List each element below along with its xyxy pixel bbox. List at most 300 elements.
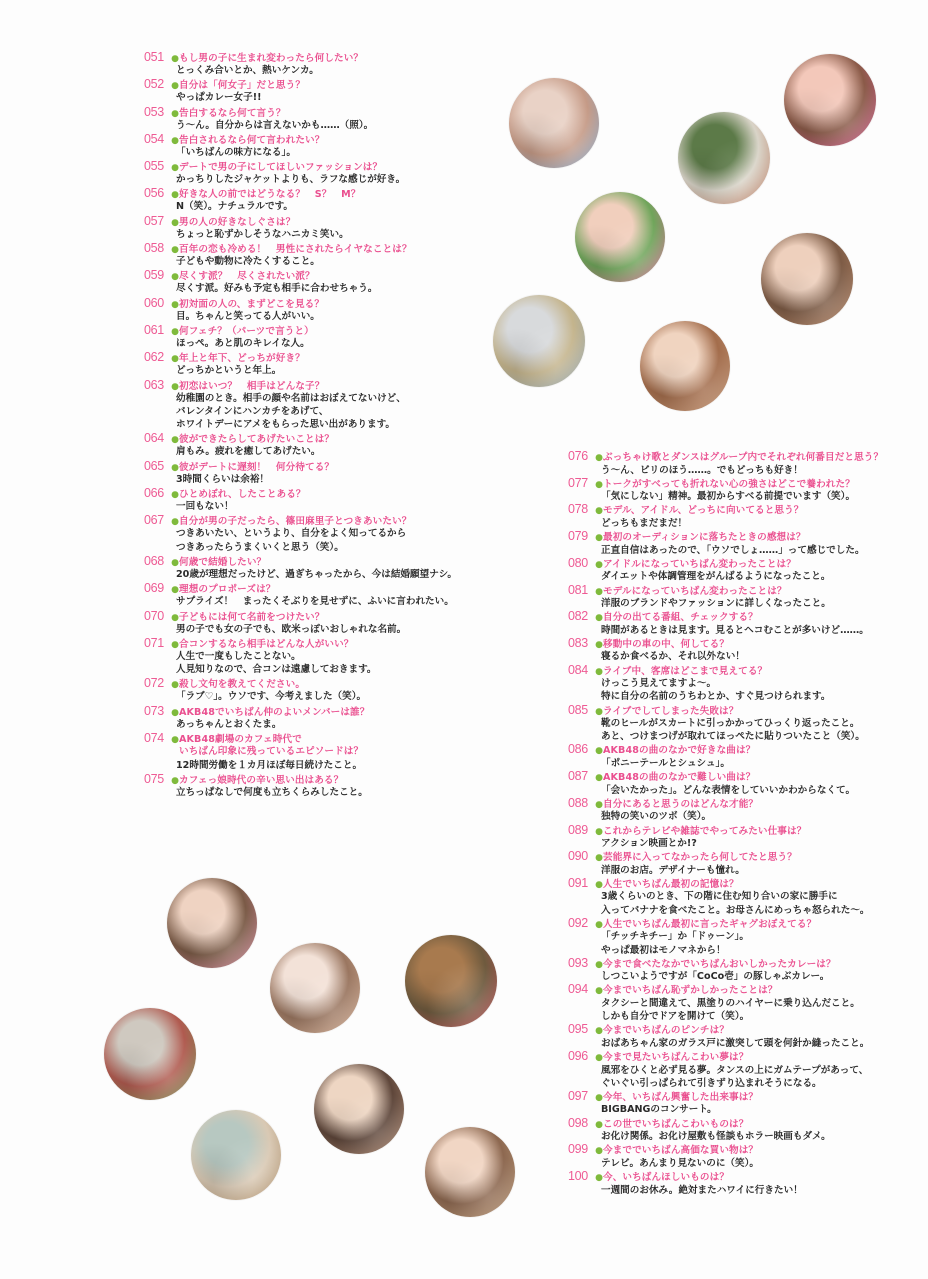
question-number: 099 (568, 1142, 588, 1157)
question-text: ひとめぼれ、したことある？ (179, 489, 306, 501)
qa-item (144, 513, 584, 554)
question-text: デートで男の子にしてほしいファッションは？ (179, 162, 383, 174)
question-number: 066 (144, 486, 164, 501)
question-number: 064 (144, 431, 164, 446)
bullet-dot-icon: ● (171, 639, 179, 650)
question-text: 自分は「何女子」だと思う？ (179, 80, 306, 92)
qa-item (144, 581, 584, 608)
question-number: 060 (144, 295, 164, 310)
answer-text: 特に自分の名前のうちわとか、すぐ見つけられます。 (601, 691, 831, 703)
question-text: 今までいちばんのピンチは？ (603, 1025, 730, 1037)
qa-item (144, 731, 584, 772)
qa-item (568, 957, 908, 984)
question-number: 051 (144, 50, 164, 64)
qa-item (144, 50, 584, 77)
qa-item (568, 557, 908, 584)
question-text: ぶっちゃけ歌とダンスはグループ内でそれぞれ何番目だと思う？ (603, 452, 884, 463)
question-line (144, 459, 584, 473)
answer-text: しつこいようですが「CoCo壱」の豚しゃぶカレー。 (601, 971, 830, 983)
bullet-dot-icon: ● (595, 586, 603, 597)
question-text: 今までいちばん恥ずかしかったことは？ (603, 985, 778, 997)
qa-item (568, 610, 908, 637)
question-text: 今年、いちばん興奮した出来事は？ (603, 1091, 759, 1103)
bullet-dot-icon: ● (595, 1053, 603, 1064)
answer-text: 「ラブ♡」。ウソです、今考えました（笑）。 (176, 691, 367, 703)
bullet-dot-icon: ● (595, 666, 603, 677)
question-line (568, 530, 908, 544)
bullet-dot-icon: ● (171, 108, 179, 119)
answer-text: 洋服のブランドやファッションに詳しくなったこと。 (601, 598, 831, 610)
question-text: 人生でいちばん最初の記憶は？ (603, 878, 739, 890)
answer-text: 寝るか食べるか、それ以外ない！ (601, 651, 745, 663)
bullet-dot-icon: ● (595, 826, 603, 837)
bullet-dot-icon: ● (171, 462, 179, 473)
qa-item (144, 459, 584, 486)
answer-text: おばあちゃん家のガラス戸に激突して頭を何針か縫ったこと。 (601, 1037, 870, 1049)
question-line (568, 1117, 908, 1131)
answer-text: やっぱカレー女子!! (176, 92, 262, 104)
qa-item (568, 704, 908, 744)
question-text: 今まででいちばん高価な買い物は？ (603, 1145, 759, 1157)
qa-item (144, 431, 584, 458)
photo-smiling-close-up (425, 1127, 515, 1217)
qa-item (144, 676, 584, 703)
question-line (568, 917, 908, 931)
question-line (568, 770, 908, 784)
qa-item (568, 877, 908, 917)
photo-pink-star-eye (784, 54, 876, 146)
answer-text: 洋服のお店。デザイナーも憧れ。 (601, 864, 745, 876)
bullet-dot-icon: ● (171, 354, 179, 365)
question-number: 089 (568, 822, 588, 837)
question-number: 073 (144, 703, 164, 718)
answer-text: BIGBANGのコンサート。 (601, 1104, 717, 1116)
answer-text: あと、つけまつげが取れてほっぺたに貼りついたこと（笑）。 (601, 731, 865, 743)
question-text: 理想のプロポーズは？ (179, 584, 276, 596)
photo-car-window (678, 112, 770, 204)
question-text: ライブ中、客席はどこまで見えてる？ (603, 665, 768, 677)
bullet-dot-icon: ● (171, 776, 179, 787)
bullet-dot-icon: ● (595, 559, 603, 570)
question-text: アイドルになっていちばん変わったことは？ (603, 558, 796, 570)
bullet-dot-icon: ● (595, 639, 603, 650)
bullet-dot-icon: ● (595, 986, 603, 997)
answer-text: う～ん、ビリのほう……。でもどっちも好き！ (601, 464, 803, 476)
question-line (144, 676, 584, 690)
answer-text: しかも自分でドアを開けて（笑）。 (601, 1011, 750, 1023)
question-number: 071 (144, 635, 164, 650)
answer-text: とっくみ合いとか、熱いケンカ。 (176, 65, 319, 76)
question-text: AKB48でいちばん仲のよいメンバーは誰？ (179, 706, 370, 718)
question-text: 芸能界に入ってなかったら何してたと思う？ (603, 852, 797, 864)
qa-item (144, 609, 584, 636)
photo-pout-face (640, 321, 730, 411)
bullet-dot-icon: ● (595, 1092, 603, 1103)
question-number: 086 (568, 742, 588, 757)
question-number: 092 (568, 915, 588, 930)
question-number: 061 (144, 322, 164, 337)
question-text: 自分にあると思うのはどんな才能？ (603, 798, 759, 810)
answer-text: 独特の笑いのツボ（笑）。 (601, 811, 712, 823)
qa-item (568, 450, 908, 477)
question-text: カフェっ娘時代の辛い思い出はある？ (179, 775, 344, 787)
question-line (568, 1090, 908, 1104)
question-text: 移動中の車の中、何してる？ (603, 638, 730, 650)
bullet-dot-icon: ● (171, 490, 179, 501)
question-number: 094 (568, 982, 588, 997)
answer-text: ちょっと恥ずかしそうなハニカミ笑い。 (176, 228, 349, 240)
question-line (144, 772, 584, 786)
question-number: 077 (568, 475, 588, 490)
question-text: 年上と年下、どっちが好き？ (179, 353, 305, 365)
question-line (144, 214, 584, 228)
answer-text: タクシーと間違えて、黒塗りのハイヤーに乗り込んだこと。 (601, 997, 860, 1009)
question-line (568, 450, 908, 464)
answer-text: やっぱ最初はモノマネから！ (601, 944, 726, 956)
question-number: 070 (144, 608, 164, 623)
question-text: モデル、アイドル、どっちに向いてると思う？ (603, 505, 804, 517)
bullet-dot-icon: ● (171, 217, 179, 228)
question-line (568, 557, 908, 571)
question-number: 080 (568, 555, 588, 570)
answer-text: 正直自信はあったので、「ウソでしょ……」って感じでした。 (601, 544, 865, 556)
bullet-dot-icon: ● (595, 1119, 603, 1130)
question-text: 彼がデートに遅刻！ 何分待てる？ (179, 461, 335, 473)
bullet-dot-icon: ● (595, 706, 603, 717)
question-text: ライブでしてしまった失敗は？ (603, 705, 739, 717)
question-line (568, 850, 908, 864)
question-line (144, 513, 584, 527)
answer-text: ぐいぐい引っぱられて引きずり込まれそうになる。 (601, 1077, 822, 1089)
answer-text: 一週間のお休み。絶対またハワイに行きたい！ (601, 1184, 803, 1196)
question-line (568, 983, 908, 997)
bullet-dot-icon: ● (595, 533, 603, 544)
bullet-dot-icon: ● (595, 1026, 603, 1037)
answer-text: アクション映画とか!? (601, 838, 697, 850)
question-line (144, 486, 584, 500)
bullet-dot-icon: ● (595, 506, 603, 517)
answer-text: 風邪をひくと必ず見る夢。タンスの上にガムテープがあって、 (601, 1064, 869, 1076)
question-text: AKB48劇場のカフェ時代で (179, 734, 302, 746)
question-number: 085 (568, 702, 588, 717)
question-line (568, 1170, 908, 1184)
question-text: モデルになっていちばん変わったことは？ (603, 585, 787, 597)
bullet-dot-icon: ● (595, 853, 603, 864)
question-line (144, 186, 584, 200)
photo-doorway-lean (191, 1110, 281, 1200)
question-text: 今まで食べたなかでいちばんおいしかったカレーは？ (603, 958, 836, 970)
answer-text: つきあいたい、というより、自分をよく知ってるから (176, 528, 407, 540)
answer-text: 20歳が理想だったけど、過ぎちゃったから、今は結婚願望ナシ。 (176, 568, 458, 580)
question-text: 殺し文句を教えてください。 (179, 679, 306, 691)
qa-item (568, 1117, 908, 1144)
question-text: 合コンするなら相手はどんな人がいい？ (179, 638, 354, 650)
question-number: 078 (568, 502, 588, 517)
bullet-dot-icon: ● (595, 1146, 603, 1157)
bullet-dot-icon: ● (171, 245, 179, 256)
photo-supermarket-aisle (493, 295, 585, 387)
qa-item (568, 637, 908, 664)
qa-column-right (568, 450, 908, 1197)
question-text: 何フェチ？（パーツで言うと） (179, 325, 314, 337)
qa-item (144, 186, 584, 213)
answer-text: 人見知りなので、合コンは遠慮しておきます。 (176, 664, 377, 676)
bullet-dot-icon: ● (595, 1173, 603, 1184)
question-line (568, 477, 908, 491)
qa-item (568, 1170, 908, 1197)
answer-text: 幼稚園のとき。相手の顔や名前はおぼえてないけど、 (176, 392, 406, 404)
bullet-dot-icon: ● (171, 190, 179, 201)
bullet-dot-icon: ● (595, 453, 603, 463)
question-number: 083 (568, 635, 588, 650)
answer-text: N（笑）。ナチュラルです。 (176, 201, 294, 213)
question-number: 079 (568, 529, 588, 544)
question-line (144, 554, 584, 568)
question-text: この世でいちばんこわいものは？ (603, 1118, 749, 1130)
answer-text: サプライズ！ まったくそぶりを見せずに、ふいに言われたい。 (176, 596, 454, 608)
question-number: 053 (144, 104, 164, 119)
question-number: 072 (144, 676, 164, 691)
question-text: これからテレビや雑誌でやってみたい仕事は？ (603, 825, 807, 837)
answer-text: 12時間労働を１カ月ほぼ毎日続けたこと。 (176, 760, 363, 772)
question-number: 057 (144, 213, 164, 228)
question-line-continued (144, 745, 584, 759)
answer-text: ほっぺ。あと肌のキレイな人。 (176, 337, 310, 349)
bullet-dot-icon: ● (595, 479, 603, 490)
question-text: 自分の出てる番組、チェックする？ (603, 612, 758, 624)
question-line (568, 877, 908, 891)
qa-item (144, 214, 584, 241)
question-number: 054 (144, 131, 164, 146)
question-line (568, 743, 908, 757)
qa-item (568, 983, 908, 1023)
answer-text: 「チッチキチー」か「ドゥーン」。 (601, 931, 749, 943)
qa-item (144, 704, 584, 731)
question-line (568, 797, 908, 811)
question-line (568, 1050, 908, 1064)
answer-text: お化け関係。お化け屋敷も怪談もホラー映画もダメ。 (601, 1131, 831, 1143)
question-number: 095 (568, 1022, 588, 1037)
qa-item (568, 850, 908, 877)
qa-item (568, 770, 908, 797)
bullet-dot-icon: ● (171, 299, 179, 310)
bullet-dot-icon: ● (595, 879, 603, 890)
question-line (568, 1143, 908, 1157)
qa-item (568, 743, 908, 770)
bullet-dot-icon: ● (171, 163, 179, 174)
question-line (144, 609, 584, 623)
question-number: 056 (144, 186, 164, 201)
question-text: 子どもには何て名前をつけたい？ (179, 611, 325, 623)
question-line (568, 1023, 908, 1037)
question-line (568, 824, 908, 838)
question-text: 初恋はいつ？ 相手はどんな子？ (179, 380, 325, 392)
question-text: 彼ができたらしてあげたいことは？ (179, 434, 335, 446)
bullet-dot-icon: ● (595, 613, 603, 624)
answer-text: 目。ちゃんと笑ってる人がいい。 (176, 310, 320, 322)
question-number: 069 (144, 581, 164, 596)
answer-text: 時間があるときは見ます。見るとヘコむことが多いけど……。 (601, 624, 869, 636)
bullet-dot-icon: ● (171, 435, 179, 446)
qa-item (568, 584, 908, 611)
question-number: 087 (568, 769, 588, 784)
photo-flower-lei (575, 192, 665, 282)
question-text: もし男の子に生まれ変わったら何したい？ (179, 53, 364, 64)
question-number: 058 (144, 241, 164, 256)
bullet-dot-icon: ● (595, 799, 603, 810)
question-number: 059 (144, 268, 164, 283)
bullet-dot-icon: ● (171, 54, 179, 64)
answer-text: あっちゃんとおくたま。 (176, 718, 282, 730)
question-text: 男の人の好きなしぐさは？ (179, 216, 296, 228)
answer-text: どっちかというと年上。 (176, 365, 282, 377)
answer-text: 3歳くらいのとき、下の階に住む知り合いの家に勝手に (601, 891, 838, 903)
question-line (144, 50, 584, 64)
answer-text: ダイエットや体調管理をがんばるようになったこと。 (601, 571, 831, 583)
answer-text: けっこう見えてますよ～。 (601, 678, 717, 690)
answer-text: 入ってバナナを食べたこと。お母さんにめっちゃ怒られた～。 (601, 904, 870, 916)
question-number: 100 (568, 1169, 588, 1184)
photo-hat-portrait (314, 1064, 404, 1154)
question-number: 082 (568, 609, 588, 624)
answer-text: 3時間くらいは余裕！ (176, 473, 270, 485)
question-number: 075 (144, 772, 164, 787)
photo-beach-close-up (509, 78, 599, 168)
question-line (144, 581, 584, 595)
bullet-dot-icon: ● (171, 557, 179, 568)
bullet-dot-icon: ● (171, 707, 179, 718)
question-number: 097 (568, 1088, 588, 1103)
question-line (144, 268, 584, 282)
bullet-dot-icon: ● (171, 680, 179, 691)
photo-tongue-out (761, 233, 853, 325)
question-number: 055 (144, 159, 164, 174)
question-line (568, 584, 908, 598)
qa-item (568, 530, 908, 557)
qa-item (568, 1090, 908, 1117)
photo-swimsuit-pose (167, 878, 257, 968)
question-number: 062 (144, 350, 164, 365)
question-number: 052 (144, 77, 164, 92)
question-line (568, 704, 908, 718)
question-line (568, 637, 908, 651)
qa-item (568, 824, 908, 851)
question-number: 065 (144, 458, 164, 473)
answer-text: ホワイトデーにアメをもらった思い出があります。 (176, 419, 396, 431)
qa-item (144, 268, 584, 295)
photo-hammock (405, 935, 497, 1027)
bullet-dot-icon: ● (595, 959, 603, 970)
answer-text: 靴のヒールがスカートに引っかかってひっくり返ったこと。 (601, 718, 860, 730)
bullet-dot-icon: ● (595, 773, 603, 784)
qa-item (568, 1143, 908, 1170)
question-number: 096 (568, 1049, 588, 1064)
question-text: 何歳で結婚したい？ (179, 556, 267, 568)
answer-text: 「会いたかった」。どんな表情をしていいかわからなくて。 (601, 784, 856, 796)
answer-text: 立ちっぱなしで何度も立ちくらみしたこと。 (176, 787, 368, 799)
answer-text: 「いちばんの味方になる」。 (176, 146, 296, 158)
question-number: 090 (568, 849, 588, 864)
question-number: 098 (568, 1115, 588, 1130)
question-number: 081 (568, 582, 588, 597)
question-text: AKB48の曲のなかで難しい曲は？ (603, 772, 756, 784)
answer-text: 「気にしない」精神。最初からすべる前提でいます（笑）。 (601, 491, 856, 503)
question-text: トークがすべっても折れない心の強さはどこで養われた？ (603, 478, 855, 490)
question-line (144, 241, 584, 255)
bullet-dot-icon: ● (171, 135, 179, 146)
question-number: 088 (568, 795, 588, 810)
answer-text: つきあったらうまくいくと思う（笑）。 (176, 541, 344, 553)
question-text: AKB48の曲のなかで好きな曲は？ (603, 745, 756, 757)
question-line (568, 503, 908, 517)
question-number: 084 (568, 662, 588, 677)
question-text: 告白するなら何て言う？ (179, 107, 286, 119)
question-text: 人生でいちばん最初に言ったギャグおぼえてる？ (603, 918, 817, 930)
bullet-dot-icon: ● (171, 81, 179, 92)
answer-text: テレビ。あんまり見ないのに（笑）。 (601, 1157, 760, 1169)
bullet-dot-icon: ● (171, 612, 179, 623)
question-number: 093 (568, 955, 588, 970)
qa-item (568, 1023, 908, 1050)
question-text: 今まで見たいちばんこわい夢は？ (603, 1052, 749, 1064)
bullet-dot-icon: ● (171, 326, 179, 337)
question-text: 好きな人の前ではどうなる？ S？ M？ (179, 189, 361, 201)
question-number: 067 (144, 513, 164, 528)
answer-text: どっちもまだまだ！ (601, 517, 688, 529)
answer-text: 男の子でも女の子でも、欧米っぽいおしゃれな名前。 (176, 623, 407, 635)
bullet-dot-icon: ● (171, 381, 179, 392)
bullet-dot-icon: ● (171, 272, 179, 283)
answer-text: かっちりしたジャケットよりも、ラフな感じが好き。 (176, 174, 406, 186)
question-number: 076 (568, 449, 588, 463)
question-line (144, 636, 584, 650)
photo-shopping-cart (104, 1008, 196, 1100)
question-text: 告白されるなら何て言われたい？ (179, 134, 325, 146)
question-text: 百年の恋も冷める！ 男性にされたらイヤなことは？ (179, 244, 412, 256)
question-line (568, 957, 908, 971)
qa-item (144, 241, 584, 268)
qa-item (144, 636, 584, 677)
question-line (144, 704, 584, 718)
qa-item (144, 486, 584, 513)
qa-item (144, 554, 584, 581)
question-line (568, 664, 908, 678)
question-number: 074 (144, 731, 164, 746)
qa-item (568, 503, 908, 530)
answer-text: 人生で一度もしたことない。 (176, 650, 301, 662)
bullet-dot-icon: ● (171, 585, 179, 596)
question-number: 068 (144, 553, 164, 568)
answer-text: う～ん。自分からは言えないかも……（照）。 (176, 119, 374, 131)
qa-item (568, 797, 908, 824)
photo-hands-on-cheeks (270, 943, 360, 1033)
question-text: いちばん印象に残っているエピソードは？ (179, 746, 364, 758)
answer-text: 一回もない！ (176, 501, 234, 513)
qa-item (568, 1050, 908, 1090)
question-text: 尽くす派？ 尽くされたい派？ (179, 271, 315, 283)
qa-item (568, 477, 908, 504)
question-line (144, 731, 584, 745)
answer-text: 「ポニーテールとシュシュ」。 (601, 757, 730, 769)
question-text: 最初のオーディションに落ちたときの感想は？ (603, 532, 806, 544)
bullet-dot-icon: ● (595, 919, 603, 930)
question-line (568, 610, 908, 624)
bullet-dot-icon: ● (595, 746, 603, 757)
question-text: 自分が男の子だったら、篠田麻里子とつきあいたい？ (179, 516, 412, 528)
answer-text: バレンタインにハンカチをあげて、 (176, 405, 329, 417)
question-number: 091 (568, 875, 588, 890)
answer-text: 肩もみ。疲れを癒してあげたい。 (176, 446, 321, 458)
